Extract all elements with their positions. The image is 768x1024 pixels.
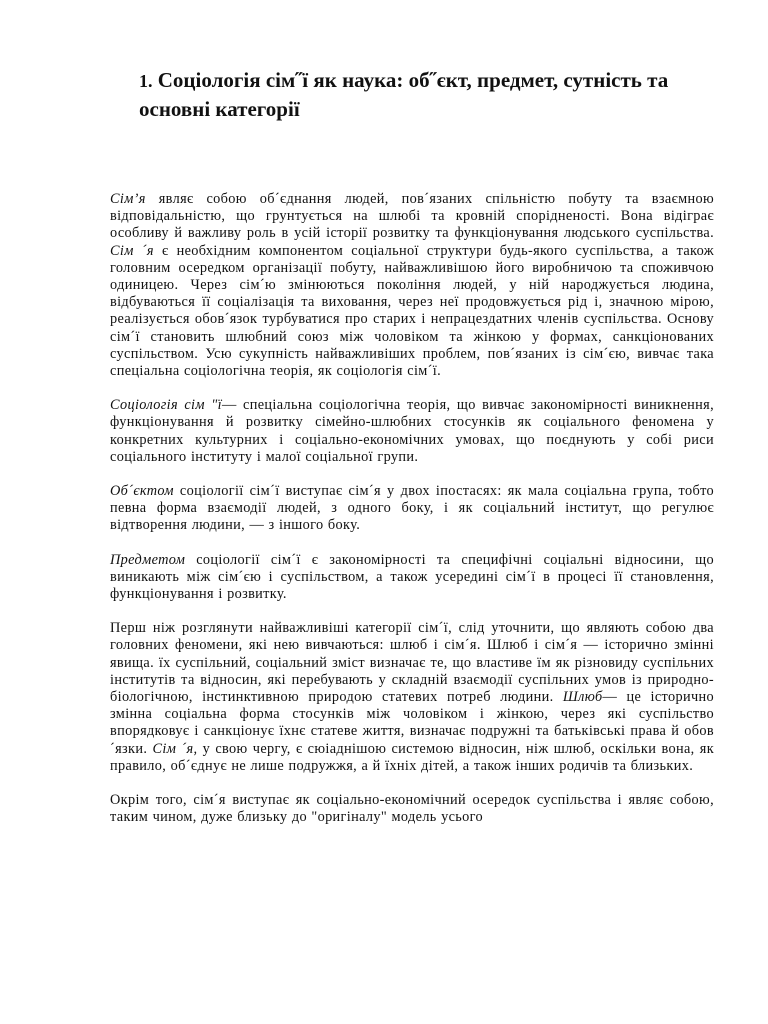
paragraph-subject bbox=[110, 552, 714, 604]
paragraph-family-definition bbox=[110, 191, 714, 380]
paragraph-economic-unit bbox=[110, 792, 714, 826]
paragraph-text-2: — це історично змінна соціальна форма стосунків між чоловіком і жінкою, через які суспільство впорядковує і санкціонує їхнє статеве життя, визначає подружні та батьківські права й обов ´язки. bbox=[110, 689, 714, 757]
paragraph-text: Окрім того, сім´я виступає як соціально-економічний осередок суспільства і являє собою, таким чином, дуже близьку до "оригіналу" модель усього bbox=[110, 792, 714, 826]
term-subject: Предметом bbox=[110, 551, 186, 568]
body-text bbox=[110, 191, 714, 844]
term-family-3: Сім ´я, bbox=[152, 740, 198, 757]
paragraph-text-2: є необхідним компонентом соціальної структури будь-якого суспільства, а також головним осередком організації побуту, найважливішою його виробничою та споживчою одиницею. Через сім´ю змінюються покоління людей, у ній народжується людина, відбуваються її соціалізація та виховання, через неї продовжується рід і, значною мірою, реалізується обов´язок турбуватися про старих і непрацездатних членів суспільства. Основу сім´ї становить шлюбний союз між чоловіком та жінкою у формах, санкціонованих суспільством. Усю сукупність найважливіших проблем, пов´язаних із сім´єю, вивчає така спеціальна соціологічна теорія, як соціологія сім´ї. bbox=[110, 242, 715, 380]
term-marriage: Шлюб bbox=[562, 689, 603, 706]
term-sociology-of-family: Соціологія сім "ї bbox=[110, 397, 222, 414]
term-family: Сім’я bbox=[110, 191, 146, 207]
paragraph-text: соціології сім´ї виступає сім´я у двох іпостасях: як мала соціальна група, тобто певна форма взаємодії людей, з одного боку, і як соціальний інститут, що регулює відтворення людини, — з іншого боку. bbox=[110, 483, 714, 534]
paragraph-text: Перш ніж розглянути найважливіші категорії сім´ї, слід уточнити, що являють собою два головних феномени, які нею вивчаються: шлюб і сім´я. Шлюб і сім´я — історично змінні явища. їх суспільний, соціальний зміст визначає те, що властиве їм як різновиду суспільних інститутів та відносин, які перебувають у складній взаємодії суспільних умов із природно-біологічною, інстинктивною природою статевих потреб людини. bbox=[110, 620, 714, 706]
paragraph-text: — спеціальна соціологічна теорія, що вивчає закономірності виникнення, функціонування й розвитку сімейно-шлюбних стосунків як соціального феномена у конкретних культурних і соціально-економічних умовах, що поєднують у собі риси соціального інституту і малої соціальної групи. bbox=[110, 397, 714, 465]
section-number: 1. bbox=[139, 71, 153, 91]
section-heading bbox=[139, 66, 719, 123]
paragraph-sociology-definition bbox=[110, 397, 714, 466]
paragraph-categories bbox=[110, 620, 714, 775]
section-title: Соціологія сім˝ї як наука: об˝єкт, предмет, сутність та основні категорії bbox=[139, 68, 669, 121]
paragraph-text: соціології сім´ї є закономірності та специфічні соціальні відносини, що виникають між сім´єю і суспільством, а також усередині сім´ї в процесі її становлення, функціонування і розвитку. bbox=[110, 551, 714, 603]
term-object: Об´єктом bbox=[110, 483, 174, 500]
paragraph-object bbox=[110, 483, 714, 535]
paragraph-text: являє собою об´єднання людей, пов´язаних спільністю побуту та взаємною відповідальністю, що грунтується на шлюбі та кровній спорідненості. Вона відіграє особливу й важливу роль в усій історії розвитку та функціонування людського суспільства. bbox=[110, 191, 714, 242]
term-family-2: Сім ´я bbox=[110, 242, 154, 259]
paragraph-text-3: у свою чергу, є сюіаднішою системою відносин, ніж шлюб, оскільки вона, як правило, об´єднує не лише подружжя, а й їхніх дітей, а також інших родичів та близьких. bbox=[110, 740, 714, 774]
